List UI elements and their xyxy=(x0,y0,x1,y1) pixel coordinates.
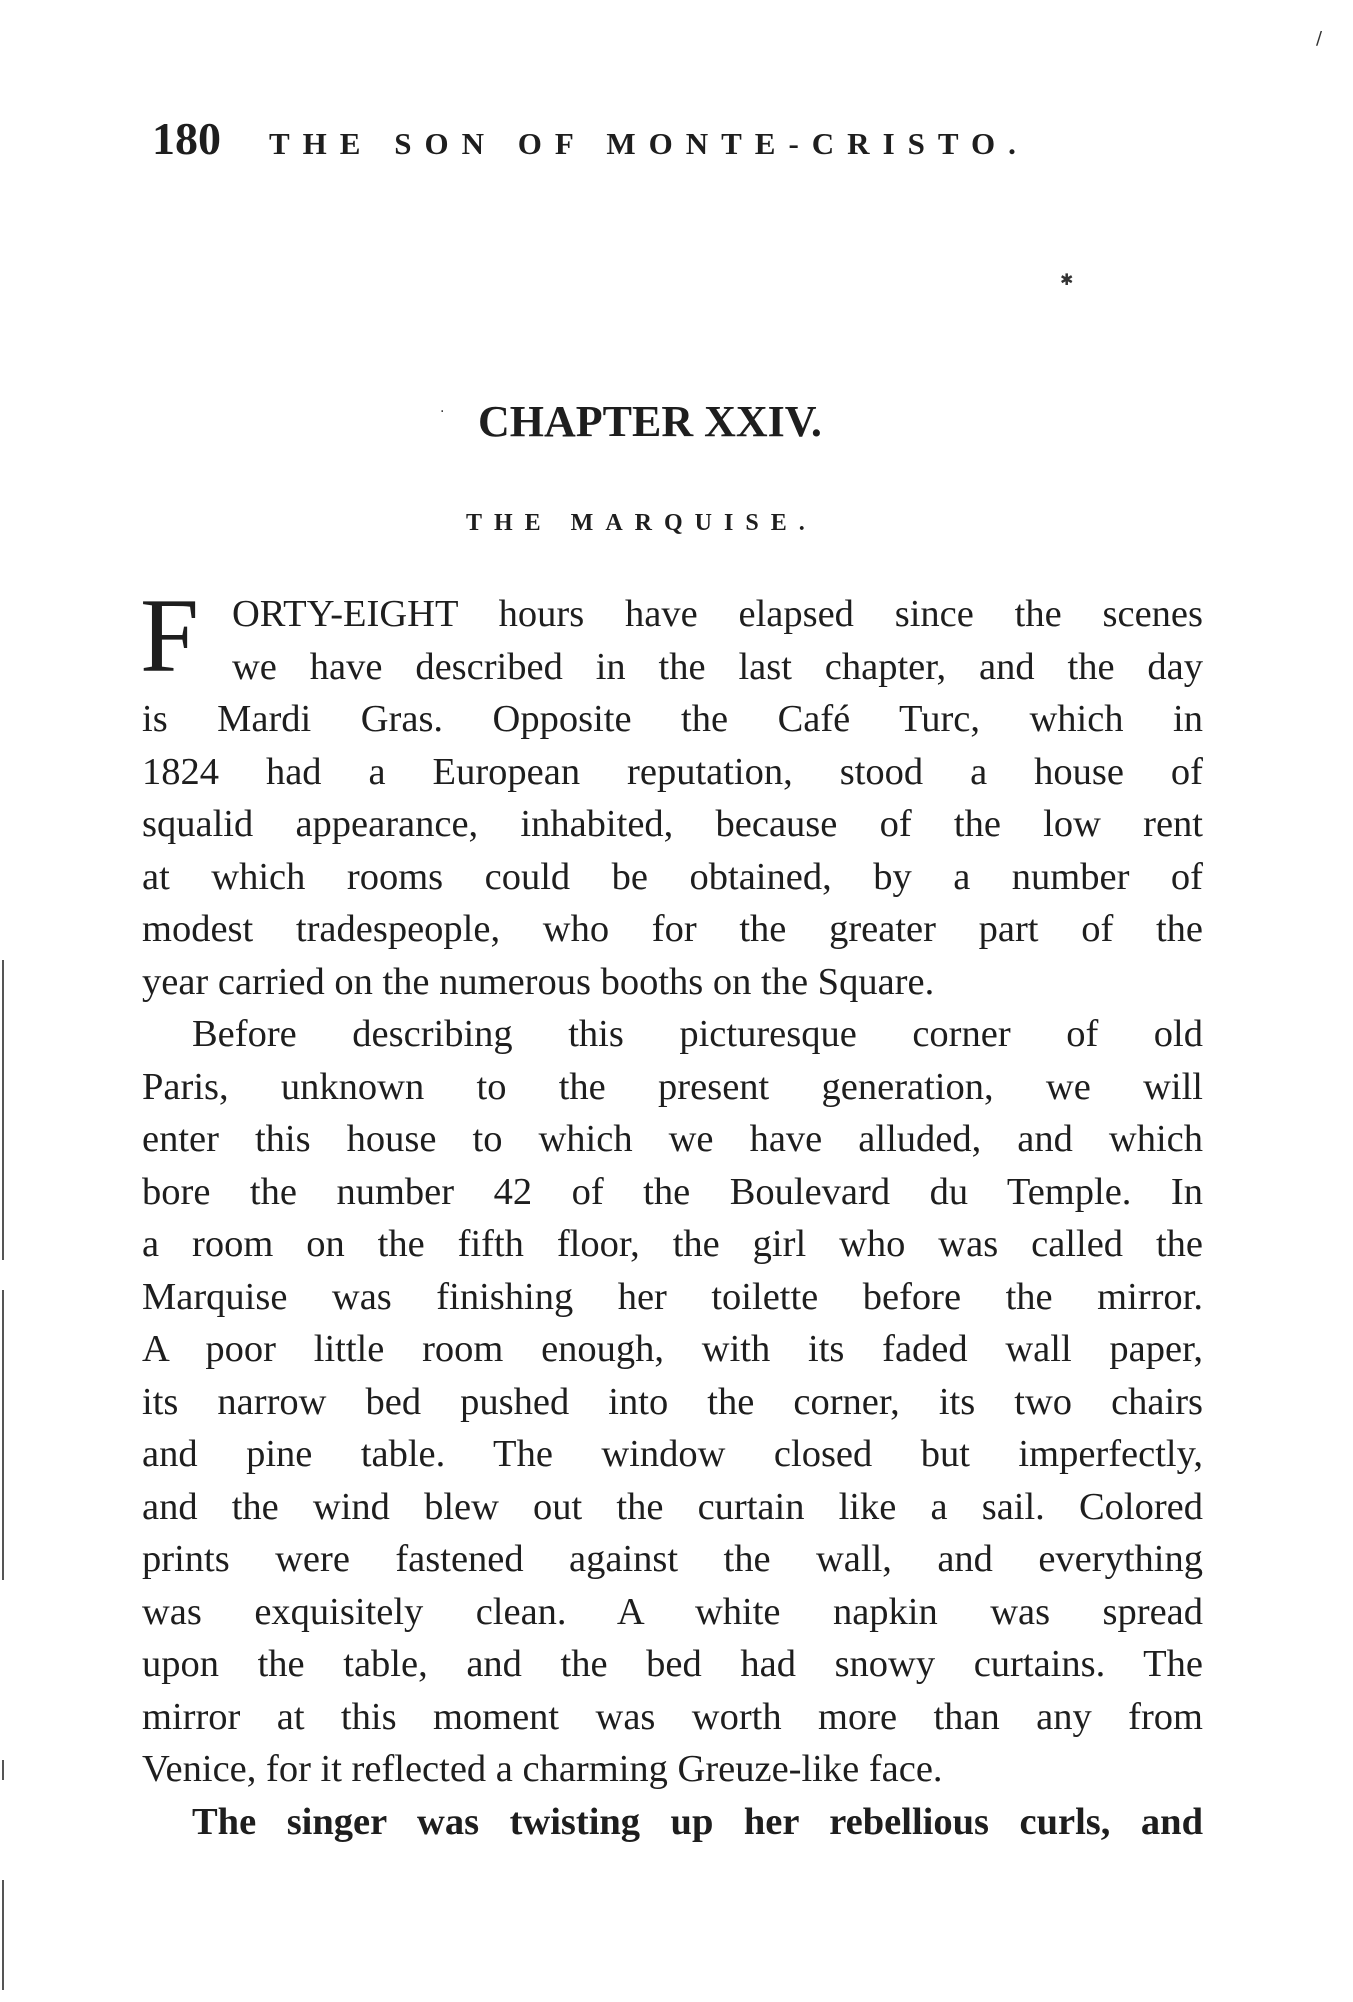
book-title: THE SON OF MONTE-CRISTO. xyxy=(269,126,1029,161)
text-line: prints were fastened against the wall, and everything xyxy=(142,1538,1203,1580)
drop-cap-letter: F xyxy=(140,577,199,694)
margin-rule xyxy=(2,1290,4,1580)
text-line: Marquise was finishing her toilette before the mirror. xyxy=(142,1275,1203,1318)
text-line: and pine table. The window closed but imperfectly, xyxy=(142,1433,1203,1475)
text-line: ORTY-EIGHT hours have elapsed since the scenes xyxy=(232,593,1203,635)
text-line: modest tradespeople, who for the greater part of the xyxy=(142,908,1203,950)
text-line: Paris, unknown to the present generation, we will xyxy=(142,1065,1203,1108)
ink-speck-mark: ✱ xyxy=(1060,270,1074,289)
text-line: mirror at this moment was worth more than any from xyxy=(142,1695,1203,1738)
text-line: its narrow bed pushed into the corner, its two chairs xyxy=(142,1380,1203,1423)
text-line: enter this house to which we have alluded, and which xyxy=(142,1118,1203,1160)
chapter-heading-row xyxy=(0,396,1353,447)
text-line: we have described in the last chapter, and the day xyxy=(232,645,1203,688)
chapter-body-text xyxy=(140,577,1203,1848)
corner-tick-mark: / xyxy=(1316,28,1323,49)
chapter-title: CHAPTER XXIV. xyxy=(478,397,822,446)
margin-rule xyxy=(2,1880,4,1990)
text-line: Venice, for it reflected a charming Greuze-like face. xyxy=(142,1748,943,1790)
text-line: The singer was twisting up her rebellious curls, and xyxy=(192,1800,1203,1843)
text-line: upon the table, and the bed had snowy curtains. The xyxy=(142,1643,1203,1685)
text-line: 1824 had a European reputation, stood a house of xyxy=(142,750,1203,793)
text-line: at which rooms could be obtained, by a number of xyxy=(142,855,1203,898)
text-line: squalid appearance, inhabited, because of the low rent xyxy=(142,803,1203,845)
page-number: 180 xyxy=(152,113,221,164)
text-line: year carried on the numerous booths on the Square. xyxy=(142,960,935,1003)
text-line: bore the number 42 of the Boulevard du Temple. In xyxy=(142,1170,1203,1213)
text-line: Before describing this picturesque corner of old xyxy=(192,1013,1203,1055)
heading-dot-mark: · xyxy=(440,404,445,420)
text-line: a room on the fifth floor, the girl who was called the xyxy=(142,1223,1203,1265)
text-line: is Mardi Gras. Opposite the Café Turc, which in xyxy=(142,698,1203,740)
chapter-subtitle: THE MARQUISE. xyxy=(466,510,817,536)
text-line: was exquisitely clean. A white napkin was spread xyxy=(142,1590,1203,1633)
text-line: and the wind blew out the curtain like a sail. Colored xyxy=(142,1485,1203,1528)
running-head xyxy=(152,112,1029,165)
margin-rule xyxy=(2,960,4,1260)
text-line: A poor little room enough, with its faded wall paper, xyxy=(142,1328,1203,1370)
margin-rule xyxy=(2,1760,4,1780)
